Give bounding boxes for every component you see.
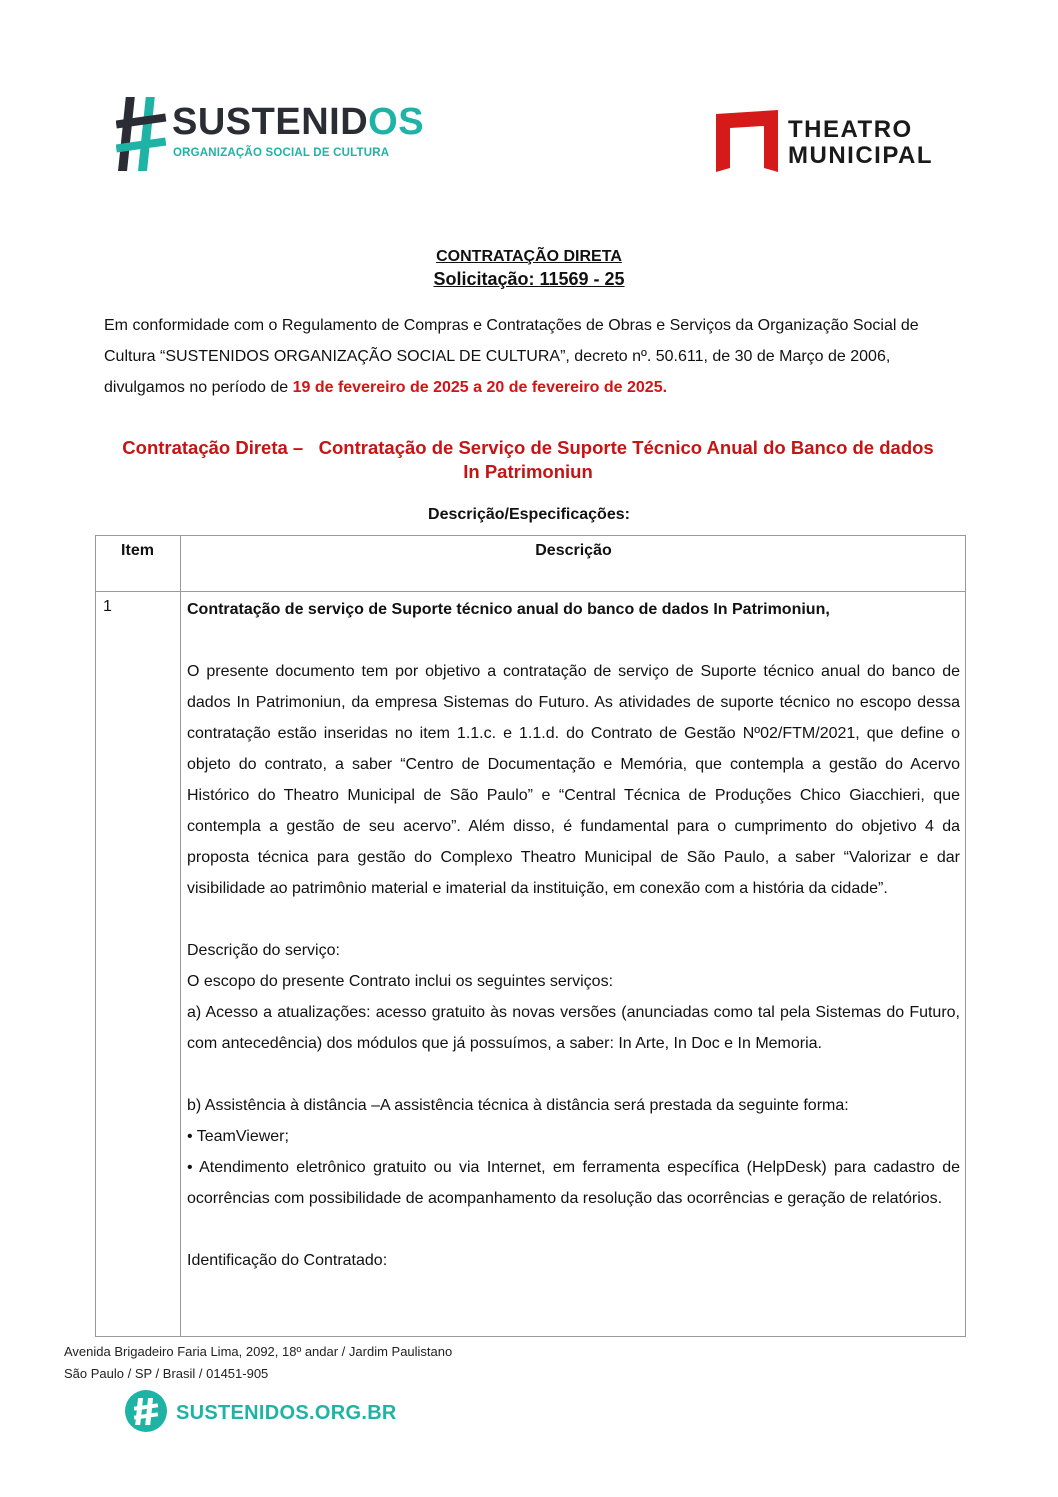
hash-icon	[116, 95, 168, 173]
intro-paragraph	[104, 310, 964, 403]
theatro-arch-icon	[716, 110, 778, 172]
request-number: Solicitação: 11569 - 25	[433, 269, 625, 289]
service-item-b: b) Assistência à distância –A assistência técnica à distância será prestada da seguinte forma:	[187, 1097, 849, 1114]
bullet-teamviewer: • TeamViewer;	[187, 1128, 289, 1145]
theatro-word: THEATRO	[788, 116, 913, 143]
hash-circle-icon	[124, 1389, 168, 1433]
bullet-helpdesk: • Atendimento eletrônico gratuito ou via Internet, em ferramenta específica (HelpDesk) para cadastro de ocorrências com possibilidade de acompanhamento da resolução das ocorrências e geração de relatórios.	[187, 1159, 960, 1207]
table-column-divider	[180, 535, 181, 1337]
row-paragraph: O presente documento tem por objetivo a contratação de serviço de Suporte técnico anual do banco de dados In Patrimoniun, da empresa Sistemas do Futuro. As atividades de suporte técnico no escopo dessa contratação estão inseridas no item 1.1.c. e 1.1.d. do Contrato de Gestão Nº02/FTM/2021, que define o objeto do contrato, a saber “Centro de Documentação e Memória, que contempla a gestão do Acervo Histórico do Theatro Municipal de São Paulo” e “Central Técnica de Produções Chico Giacchieri, que contempla a gestão de seu acervo”. Além disso, é fundamental para o cumprimento do objetivo 4 da proposta técnica para gestão do Complexo Theatro Municipal de São Paulo, a saber “Valorizar e dar visibilidade ao patrimônio material e imaterial da instituição, em conexão com a história da cidade”.	[187, 663, 960, 897]
sustenidos-wordmark: SUSTENIDOS	[172, 101, 425, 143]
page-title: CONTRATAÇÃO DIRETA	[436, 248, 622, 265]
footer-logo	[124, 1389, 397, 1437]
intro-text: Em conformidade com o Regulamento de Compras e Contratações de Obras e Serviços da Organização Social de Cultura “SUSTENIDOS ORGANIZAÇÃO SOCIAL DE CULTURA”, decreto nº. 50.611, de 30 de Março de 2006, divulgamos no período de	[104, 317, 919, 396]
service-label: Descrição do serviço:	[187, 942, 340, 959]
municipal-word: MUNICIPAL	[788, 142, 934, 169]
sustenidos-logo	[116, 95, 425, 173]
service-item-a: a) Acesso a atualizações: acesso gratuito às novas versões (anunciadas como tal pela Sistemas do Futuro, com antecedência) dos módulos que já possuímos, a saber: In Arte, In Doc e In Memoria.	[187, 1004, 960, 1052]
scope-intro: O escopo do presente Contrato inclui os seguintes serviços:	[187, 973, 614, 990]
section-title	[80, 436, 976, 484]
table-header-item: Item	[121, 542, 154, 559]
table-item-number: 1	[103, 598, 112, 615]
table-header-description: Descrição	[535, 542, 612, 559]
section-title-line2: In Patrimoniun	[463, 461, 593, 482]
publication-period: 19 de fevereiro de 2025 a 20 de fevereiro de 2025.	[292, 379, 668, 396]
contracted-label: Identificação do Contratado:	[187, 1252, 388, 1269]
row-heading: Contratação de serviço de Suporte técnico anual do banco de dados In Patrimoniun,	[187, 601, 830, 618]
table-row-description	[187, 594, 960, 1276]
sustenidos-subtitle: ORGANIZAÇÃO SOCIAL DE CULTURA	[173, 147, 390, 159]
table-row-divider	[95, 591, 966, 592]
specifications-label: Descrição/Especificações:	[428, 506, 630, 523]
theatro-municipal-logo	[716, 110, 956, 174]
footer-address-line2: São Paulo / SP / Brasil / 01451-905	[64, 1366, 269, 1381]
section-title-line1: Contratação Direta – Contratação de Serviço de Suporte Técnico Anual do Banco de dados	[122, 437, 934, 458]
footer-site-link[interactable]: SUSTENIDOS.ORG.BR	[176, 1402, 397, 1424]
footer-address-line1: Avenida Brigadeiro Faria Lima, 2092, 18º andar / Jardim Paulistano	[64, 1344, 453, 1359]
